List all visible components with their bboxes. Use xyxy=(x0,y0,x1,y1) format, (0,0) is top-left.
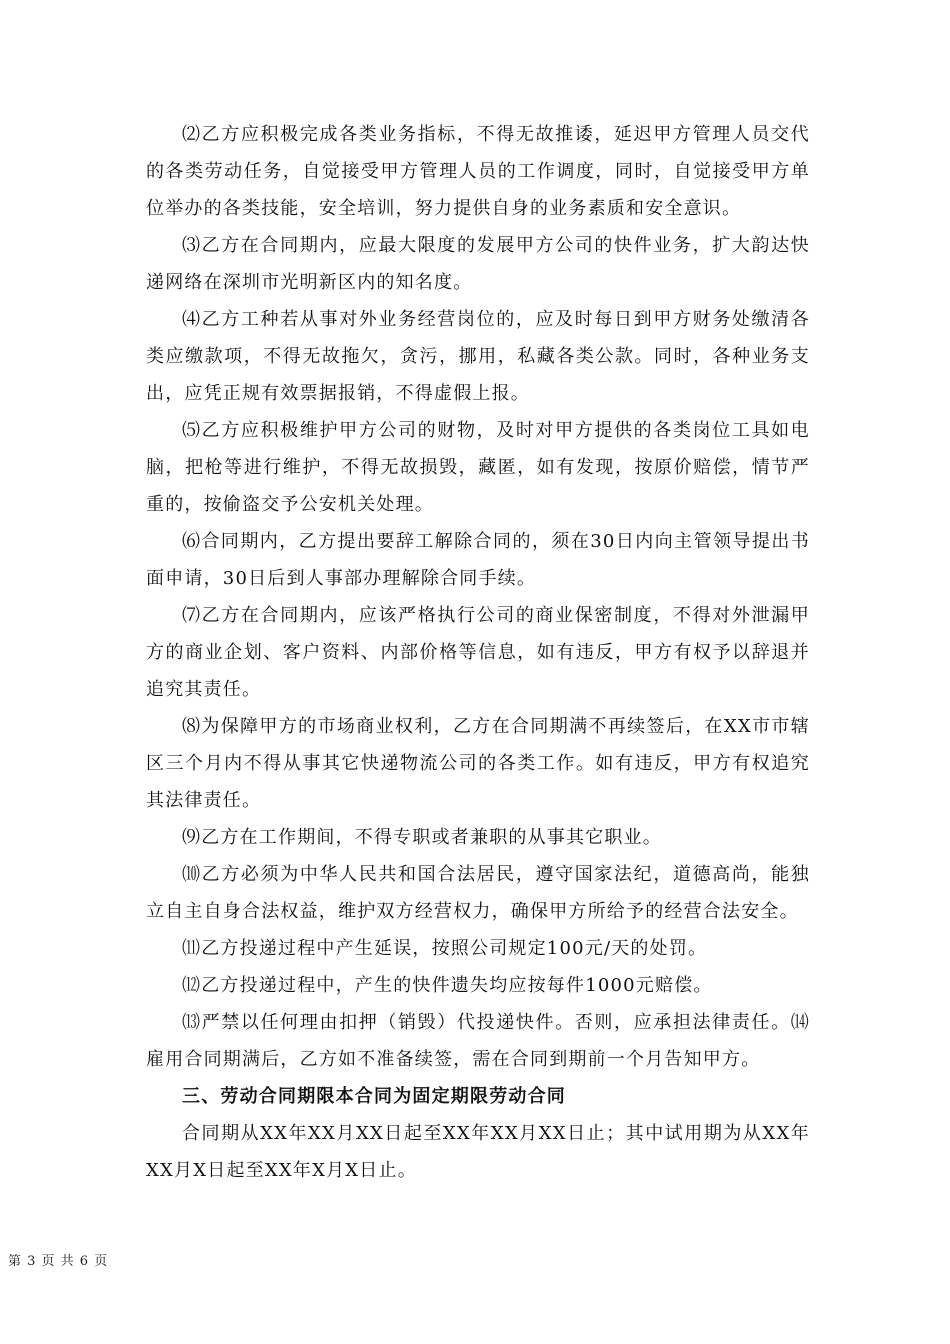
clause-10: ⑽乙方必须为中华人民共和国合法居民，遵守国家法纪，道德高尚，能独立自主自身合法权益，维护双方经营权力，确保甲方所给予的经营合法安全。 xyxy=(146,864,810,922)
clause-3: ⑶乙方在合同期内，应最大限度的发展甲方公司的快件业务，扩大韵达快递网络在深圳市光明新区内的知名度。 xyxy=(146,235,810,293)
clause-7: ⑺乙方在合同期内，应该严格执行公司的商业保密制度，不得对外泄漏甲方的商业企划、客户资料、内部价格等信息，如有违反，甲方有权予以辞退并追究其责任。 xyxy=(146,605,810,700)
document-body xyxy=(146,116,810,1189)
clause-5: ⑸乙方应积极维护甲方公司的财物，及时对甲方提供的各类岗位工具如电脑，把枪等进行维护，不得无故损毁，藏匿，如有发现，按原价赔偿，情节严重的，按偷盗交予公安机关处理。 xyxy=(146,420,810,515)
page-footer: 第 3 页 共 6 页 xyxy=(8,1254,109,1269)
clause-2: ⑵乙方应积极完成各类业务指标，不得无故推诿，延迟甲方管理人员交代的各类劳动任务，自觉接受甲方管理人员的工作调度，同时，自觉接受甲方单位举办的各类技能，安全培训，努力提供自身的业务素质和安全意识。 xyxy=(146,124,810,219)
clause-12: ⑿乙方投递过程中，产生的快件遗失均应按每件1000元赔偿。 xyxy=(182,975,713,996)
clause-13-14: ⒀严禁以任何理由扣押（销毁）代投递快件。否则，应承担法律责任。⒁雇用合同期满后，乙方如不准备续签，需在合同到期前一个月告知甲方。 xyxy=(146,1012,810,1070)
clause-11: ⑾乙方投递过程中产生延误，按照公司规定100元/天的处罚。 xyxy=(182,938,708,959)
term-paragraph: 合同期从XX年XX月XX日起至XX年XX月XX日止；其中试用期为从XX年XX月X日起至XX年X月X日止。 xyxy=(146,1123,810,1181)
clause-4: ⑷乙方工种若从事对外业务经营岗位的，应及时每日到甲方财务处缴清各类应缴款项，不得无故拖欠，贪污，挪用，私藏各类公款。同时，各种业务支出，应凭正规有效票据报销，不得虚假上报。 xyxy=(146,309,810,404)
section-heading: 三、劳动合同期限本合同为固定期限劳动合同 xyxy=(182,1086,566,1107)
clause-9: ⑼乙方在工作期间，不得专职或者兼职的从事其它职业。 xyxy=(182,827,662,848)
clause-8: ⑻为保障甲方的市场商业权利，乙方在合同期满不再续签后，在XX市市辖区三个月内不得从事其它快递物流公司的各类工作。如有违反，甲方有权追究其法律责任。 xyxy=(146,716,810,811)
clause-6: ⑹合同期内，乙方提出要辞工解除合同的，须在30日内向主管领导提出书面申请，30日后到人事部办理解除合同手续。 xyxy=(146,531,810,589)
